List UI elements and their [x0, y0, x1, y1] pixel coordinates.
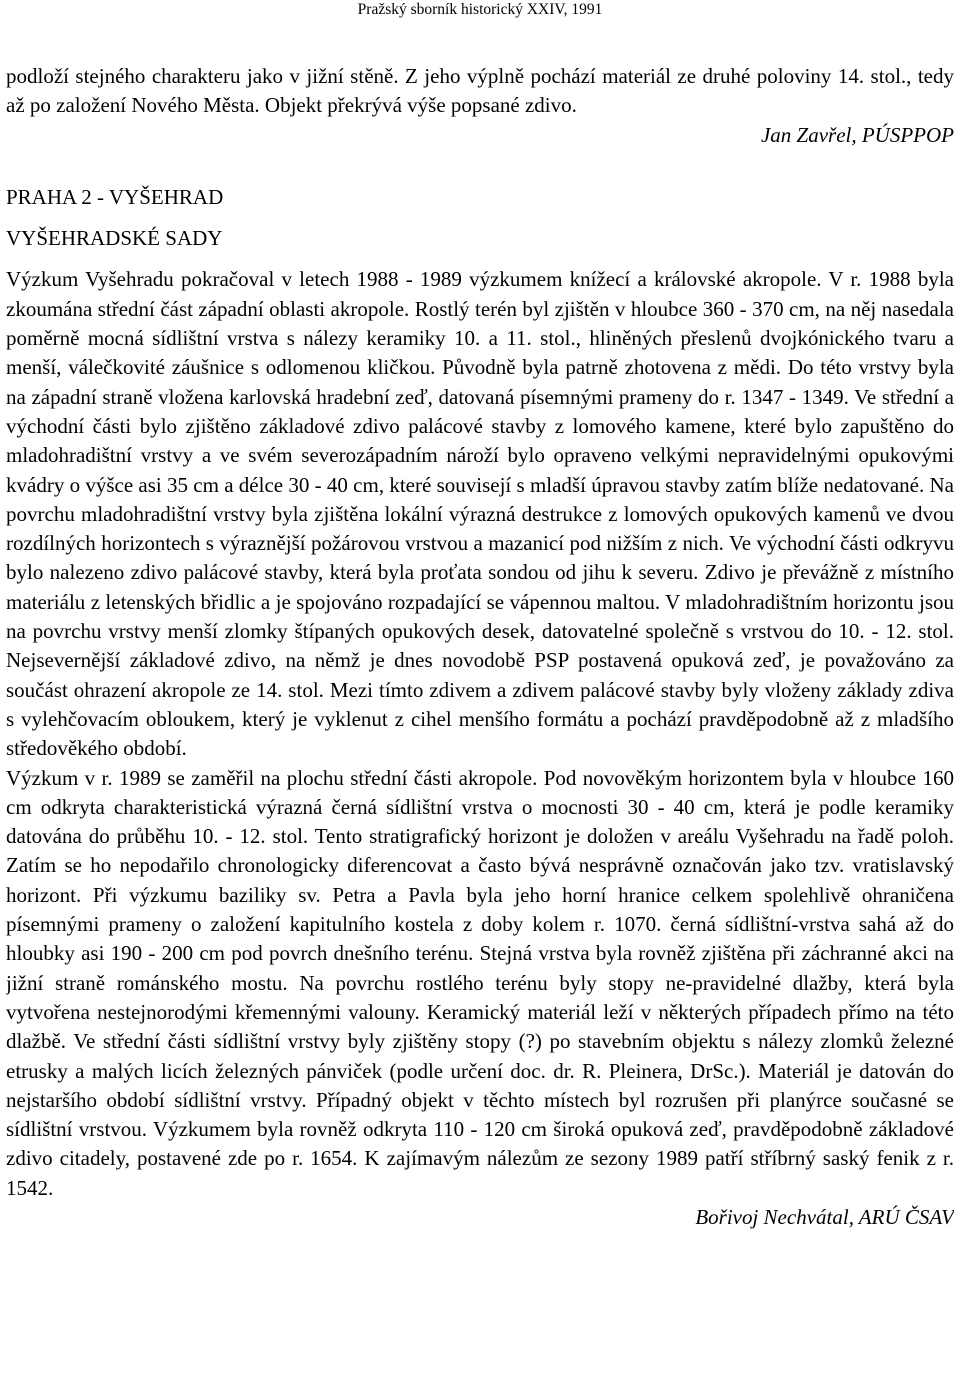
body-paragraph-2: Výzkum v r. 1989 se zaměřil na plochu střední části akropole. Pod novověkým horizontem byla v hloubce 160 cm odkryta charakteristická výrazná černá sídlištní vrstva o mocnosti 30 - 40 cm, která je podle keramiky datována do průběhu 10. - 12. stol. Tento stratigrafický horizont je doložen v areálu Vyšehradu na řadě poloh. Zatím se ho nepodařilo chronologicky diferencovat a často bývá nesprávně označován jako tzv. vratislavský horizont. Při výzkumu baziliky sv. Petra a Pavla byla jeho horní hranice celkem spolehlivě ohraničena písemnými prameny o založení kapitulního kostela z doby kolem r. 1070. černá sídlištní-vrstva sahá až do hloubky asi 190 - 200 cm pod povrch dnešního terénu. Stejná vrstva byla rovněž zjištěna při záchranné akci na jižní straně románského mostu. Na povrchu rostlého terénu byly stopy ne-pravidelné dlažby, která byla vytvořena nestejnorodými křemennými valouny. Keramický materiál leží v některých případech přímo na této dlažbě. Ve střední části sídlištní vrstvy byly zjištěny stopy (?) po stavebním objektu s nálezy zlomků železné etrusky a malých licích železných pánviček (podle určení doc. dr. R. Pleinera, DrSc.). Materiál je datován do nejstaršího období sídlištní vrstvy. Případný objekt v těchto místech byl rozrušen při planýrce současné se sídlištní vrstvou. Výzkumem byla rovněž odkryta 110 - 120 cm široká opuková zeď, pravděpodobně základové zdivo citadely, postavené zde po r. 1654. K zajímavým nálezům ze sezony 1989 patří stříbrný saský fenik z r. 1542. [6, 765, 954, 1200]
section-subtitle: VYŠEHRADSKÉ SADY [6, 226, 223, 251]
section-author: Bořivoj Nechvátal, ARÚ ČSAV [695, 1204, 954, 1229]
body-paragraph-1: Výzkum Vyšehradu pokračoval v letech 1988 - 1989 výzkumem knížecí a královské akropole. V r. 1988 byla zkoumána střední část západní oblasti akropole. Rostlý terén byl zjištěn v hloubce 360 - 370 cm, na něj nasedala poměrně mocná sídlištní vrstva s nálezy keramiky 10. a 11. stol., hliněných přeslenů dvojkónického tvaru a menší, válečkovité záušnice s odlomenou kličkou. Původně byla patrně zhotovena z mědi. Do této vrstvy byla na západní straně vložena karlovská hradební zeď, datovaná písemnými prameny do r. 1347 - 1349. Ve střední a východní části bylo zjištěno základové zdivo palácové stavby z lomového kamene, které bylo zapuštěno do mladohradištní vrstvy a ve svém severozápadním nároží bylo opraveno velkými nepravidelnými opukovými kvádry o výšce asi 35 cm a délce 30 - 40 cm, které souvisejí s mladší úpravou stavby zatím blíže nedatované. Na povrchu mladohradištní vrstvy byla zjištěna lokální výrazná destrukce z lomových opukových kamenů ve dvou rozdílných horizontech s výraznější požárovou vrstvou a mazanicí pod nižším z nich. Ve východní části odkryvu bylo nalezeno zdivo palácové stavby, která byla proťata sondou od jihu k severu. Zdivo je převážně z místního materiálu z letenských břidlic a je spojováno rozpadající se vápennou maltou. V mladohradištním horizontu jsou na povrchu vrstvy menší zlomky štípaných opukových desek, datovatelné společně s vrstvou do 10. - 12. stol. Nejsevernější základové zdivo, na němž je dnes novodobě PSP postavená opuková zeď, je považováno za součást ohrazení akropole ze 14. stol. Mezi tímto zdivem a zdivem palácové stavby byly vloženy základy zdiva s vylehčovacím obloukem, který je vyklenut z cihel menšího formátu a pochází pravděpodobně až z mladšího středověkého období. [6, 267, 954, 761]
intro-paragraph: podloží stejného charakteru jako v jižní stěně. Z jeho výplně pochází materiál ze druhé poloviny 14. stol., tedy až po založení Nového Města. Objekt překrývá výše popsané zdivo. [6, 64, 954, 118]
section-spacer [6, 150, 954, 183]
subtitle-gap [6, 253, 954, 265]
document-page [6, 0, 954, 1396]
intro-author: Jan Zavřel, PÚSPPOP [760, 122, 954, 147]
section-title: PRAHA 2 - VYŠEHRAD [6, 184, 224, 209]
running-head: Pražský sborník historický XXIV, 1991 [357, 1, 603, 18]
title-gap [6, 212, 954, 224]
